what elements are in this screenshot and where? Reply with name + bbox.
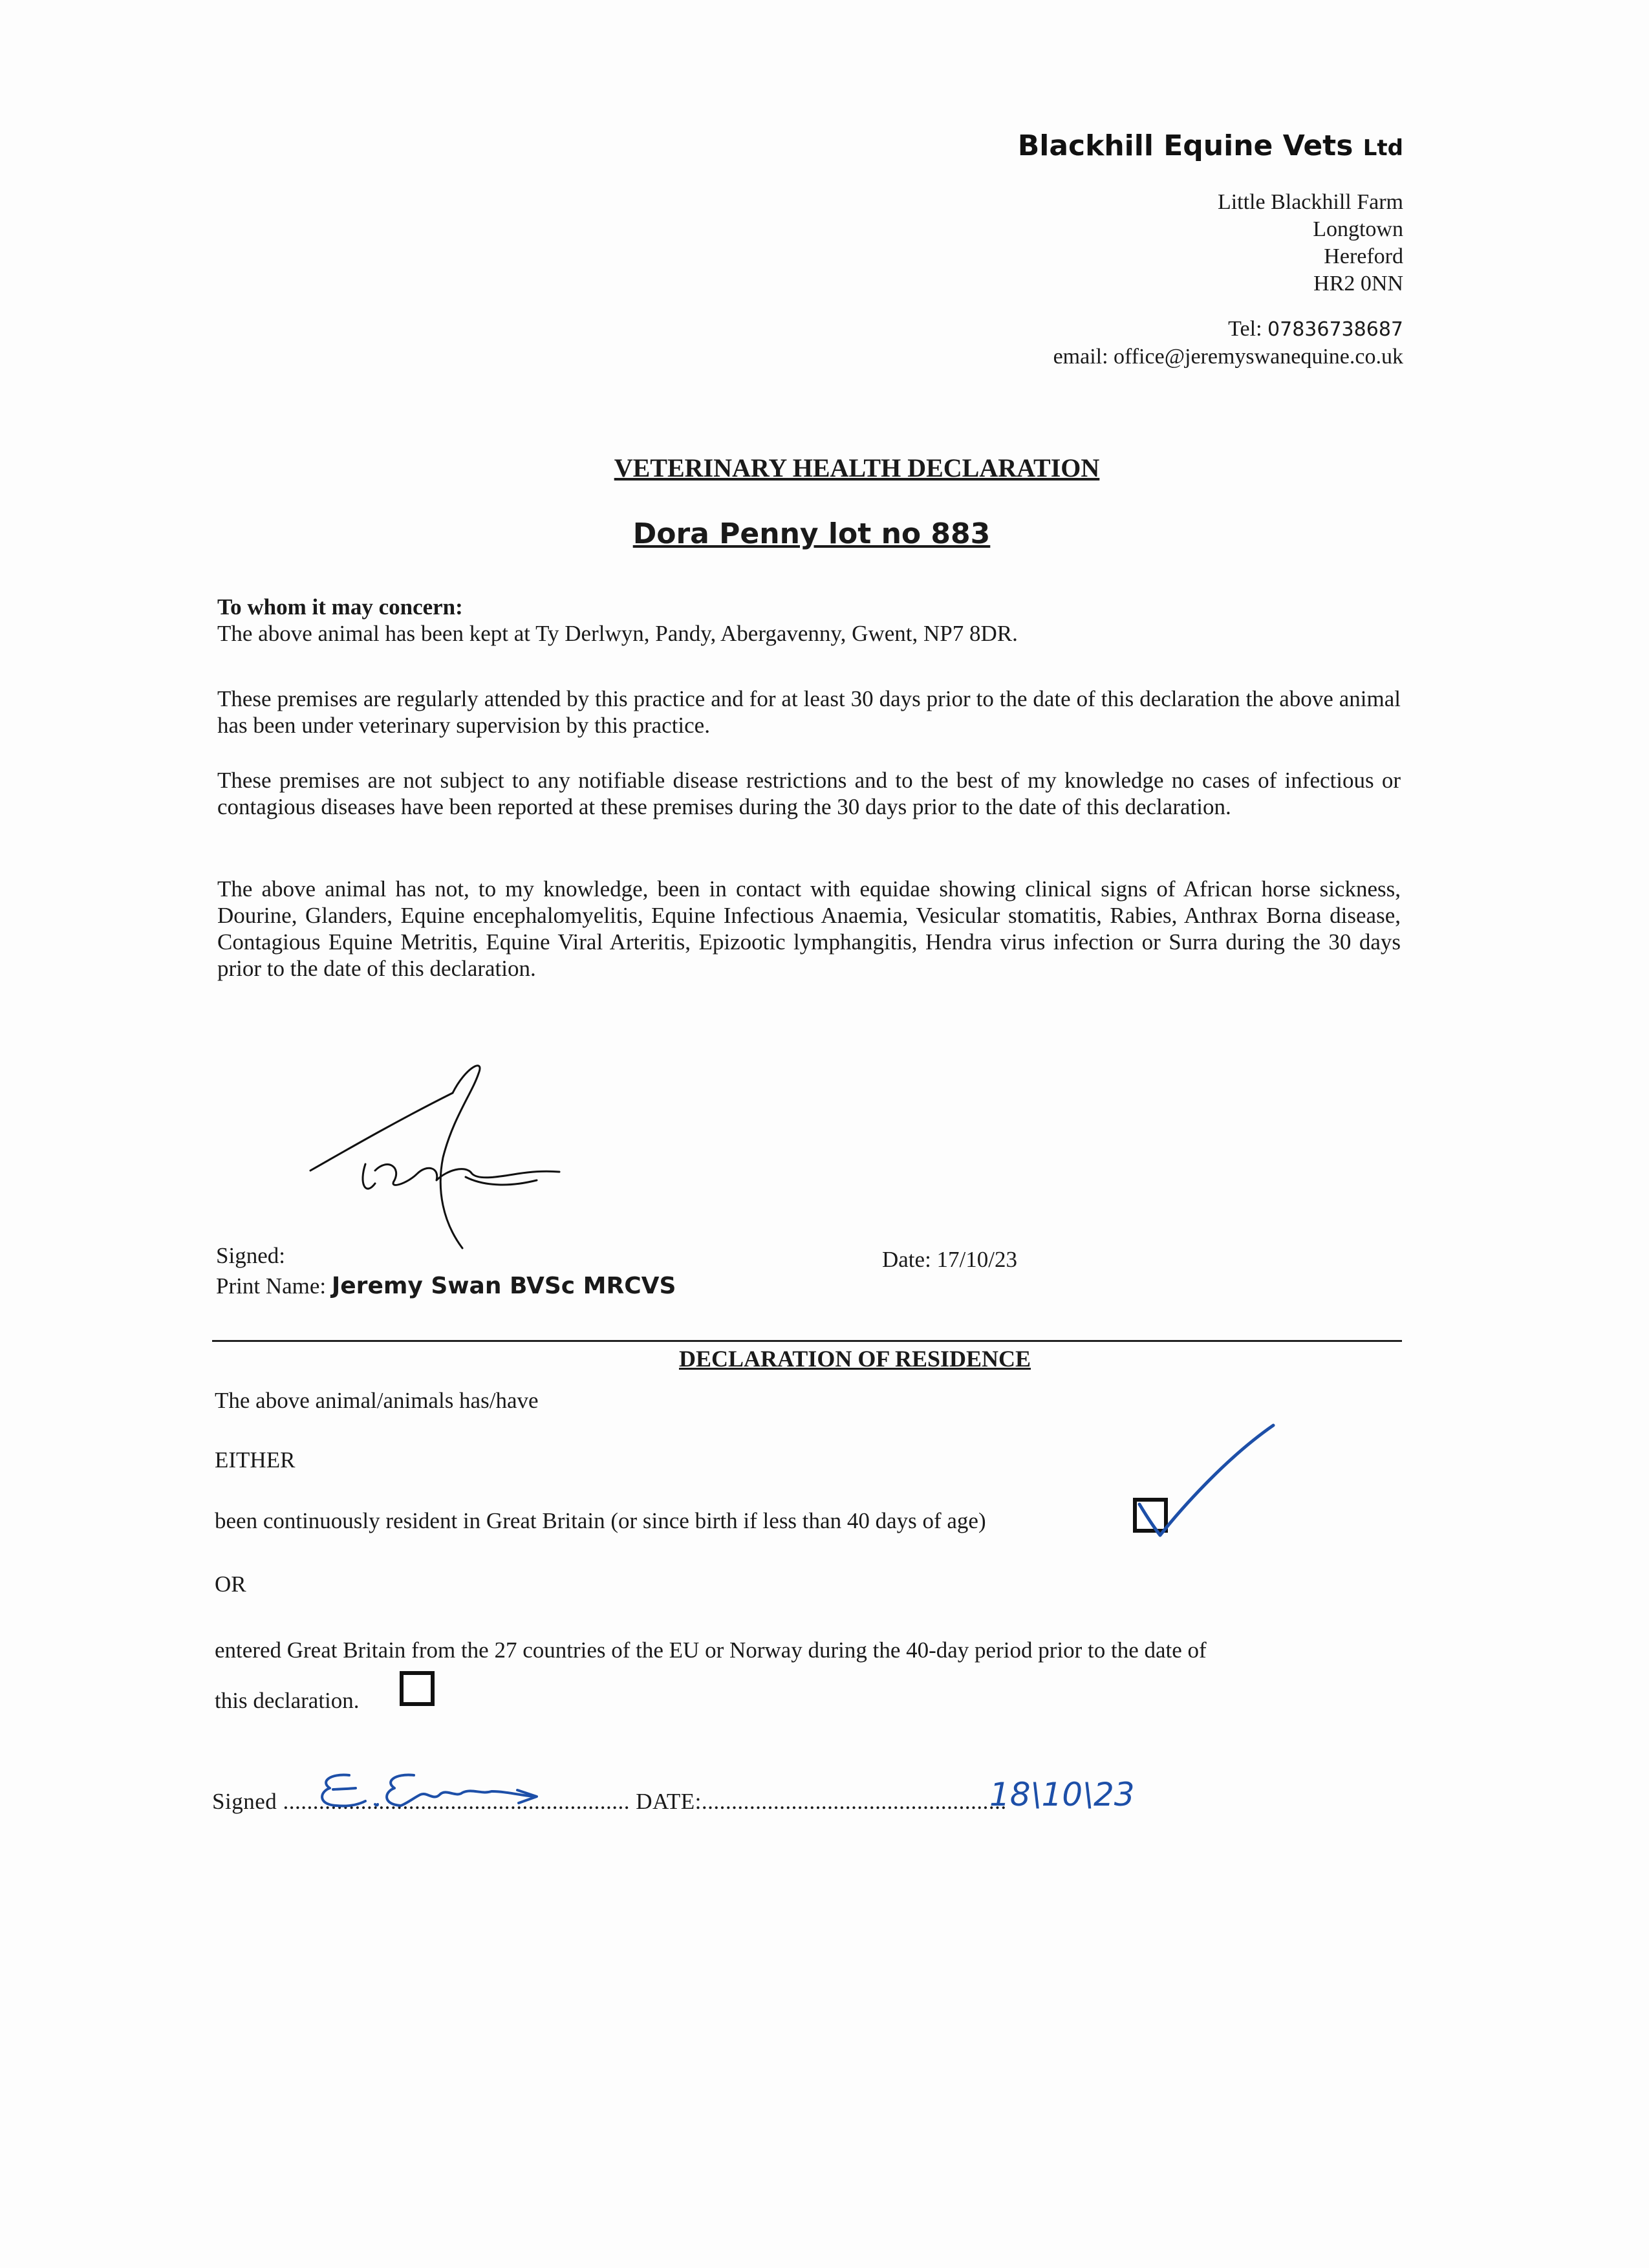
or-label: OR xyxy=(215,1571,246,1597)
kept-at-statement: The above animal has been kept at Ty Derlwyn, Pandy, Abergavenny, Gwent, NP7 8DR. xyxy=(217,621,1018,646)
company-suffix: Ltd xyxy=(1363,135,1403,161)
handwritten-date-text: 18\10\23 xyxy=(989,1776,1135,1813)
vet-signed-label: Signed: xyxy=(216,1243,285,1268)
address-line: Longtown xyxy=(1313,217,1403,241)
disease-contact-paragraph: The above animal has not, to my knowledge, been in contact with equidae showing clinical signs of African horse sickness, Dourine, Glanders, Equine encephalomyelitis, Equine Infectious Anaemia, Vesicular stomatitis, Rabies, Anthrax Borna disease, Contagious Equine Metritis, Equine Viral Arteritis, Epizootic lymphangitis, Hendra virus infection or Surra during the 30 days prior to the date of this declaration. xyxy=(217,876,1401,981)
phone-label: Tel: xyxy=(1228,317,1268,341)
address-line: Little Blackhill Farm xyxy=(1217,190,1403,214)
owner-signature-image xyxy=(310,1766,582,1824)
company-name xyxy=(1018,129,1403,162)
section-divider xyxy=(212,1340,1402,1342)
address-line: HR2 0NN xyxy=(1313,272,1403,296)
vet-signature-date: Date: 17/10/23 xyxy=(882,1247,1017,1272)
option-resident-text: been continuously resident in Great Britain (or since birth if less than 40 days of age) xyxy=(215,1508,986,1533)
checkmark-icon xyxy=(1134,1420,1283,1550)
supervision-paragraph: These premises are regularly attended by this practice and for at least 30 days prior to the date of this declaration the above animal has been under veterinary supervision by this practice. xyxy=(217,686,1401,738)
salutation-block xyxy=(217,594,1401,647)
email-line: email: office@jeremyswanequine.co.uk xyxy=(1053,345,1403,369)
phone-value: 07836738687 xyxy=(1267,318,1403,341)
vet-signature-image xyxy=(304,1054,576,1261)
phone-line xyxy=(1053,316,1403,343)
either-label: EITHER xyxy=(215,1447,296,1473)
print-name-label: Print Name: xyxy=(216,1273,332,1299)
residence-title: DECLARATION OF RESIDENCE xyxy=(678,1346,1031,1372)
company-address xyxy=(1218,189,1403,297)
address-line: Hereford xyxy=(1324,244,1403,268)
option-entered-checkbox[interactable] xyxy=(400,1671,435,1706)
owner-signature-line: Signed .......................................................... DATE:................................................... xyxy=(212,1789,1007,1814)
residence-intro: The above animal/animals has/have xyxy=(215,1388,539,1413)
document-title: VETERINARY HEALTH DECLARATION xyxy=(614,453,1100,482)
company-contact xyxy=(1053,316,1403,371)
option-entered-text: entered Great Britain from the 27 countries of the EU or Norway during the 40-day period prior to the date of xyxy=(215,1637,1207,1663)
print-name-line xyxy=(216,1273,676,1299)
option-entered-text-continued: this declaration. xyxy=(215,1688,360,1713)
print-name-value: Jeremy Swan BVSc MRCVS xyxy=(331,1273,676,1299)
company-name-text: Blackhill Equine Vets xyxy=(1017,129,1353,162)
restrictions-paragraph: These premises are not subject to any notifiable disease restrictions and to the best of my knowledge no cases of infectious or contagious diseases have been reported at these premises during the 30 days prior to the date of this declaration. xyxy=(217,768,1401,819)
handwritten-date-image xyxy=(983,1772,1216,1824)
animal-subtitle: Dora Penny lot no 883 xyxy=(632,517,991,550)
salutation: To whom it may concern: xyxy=(217,594,463,620)
